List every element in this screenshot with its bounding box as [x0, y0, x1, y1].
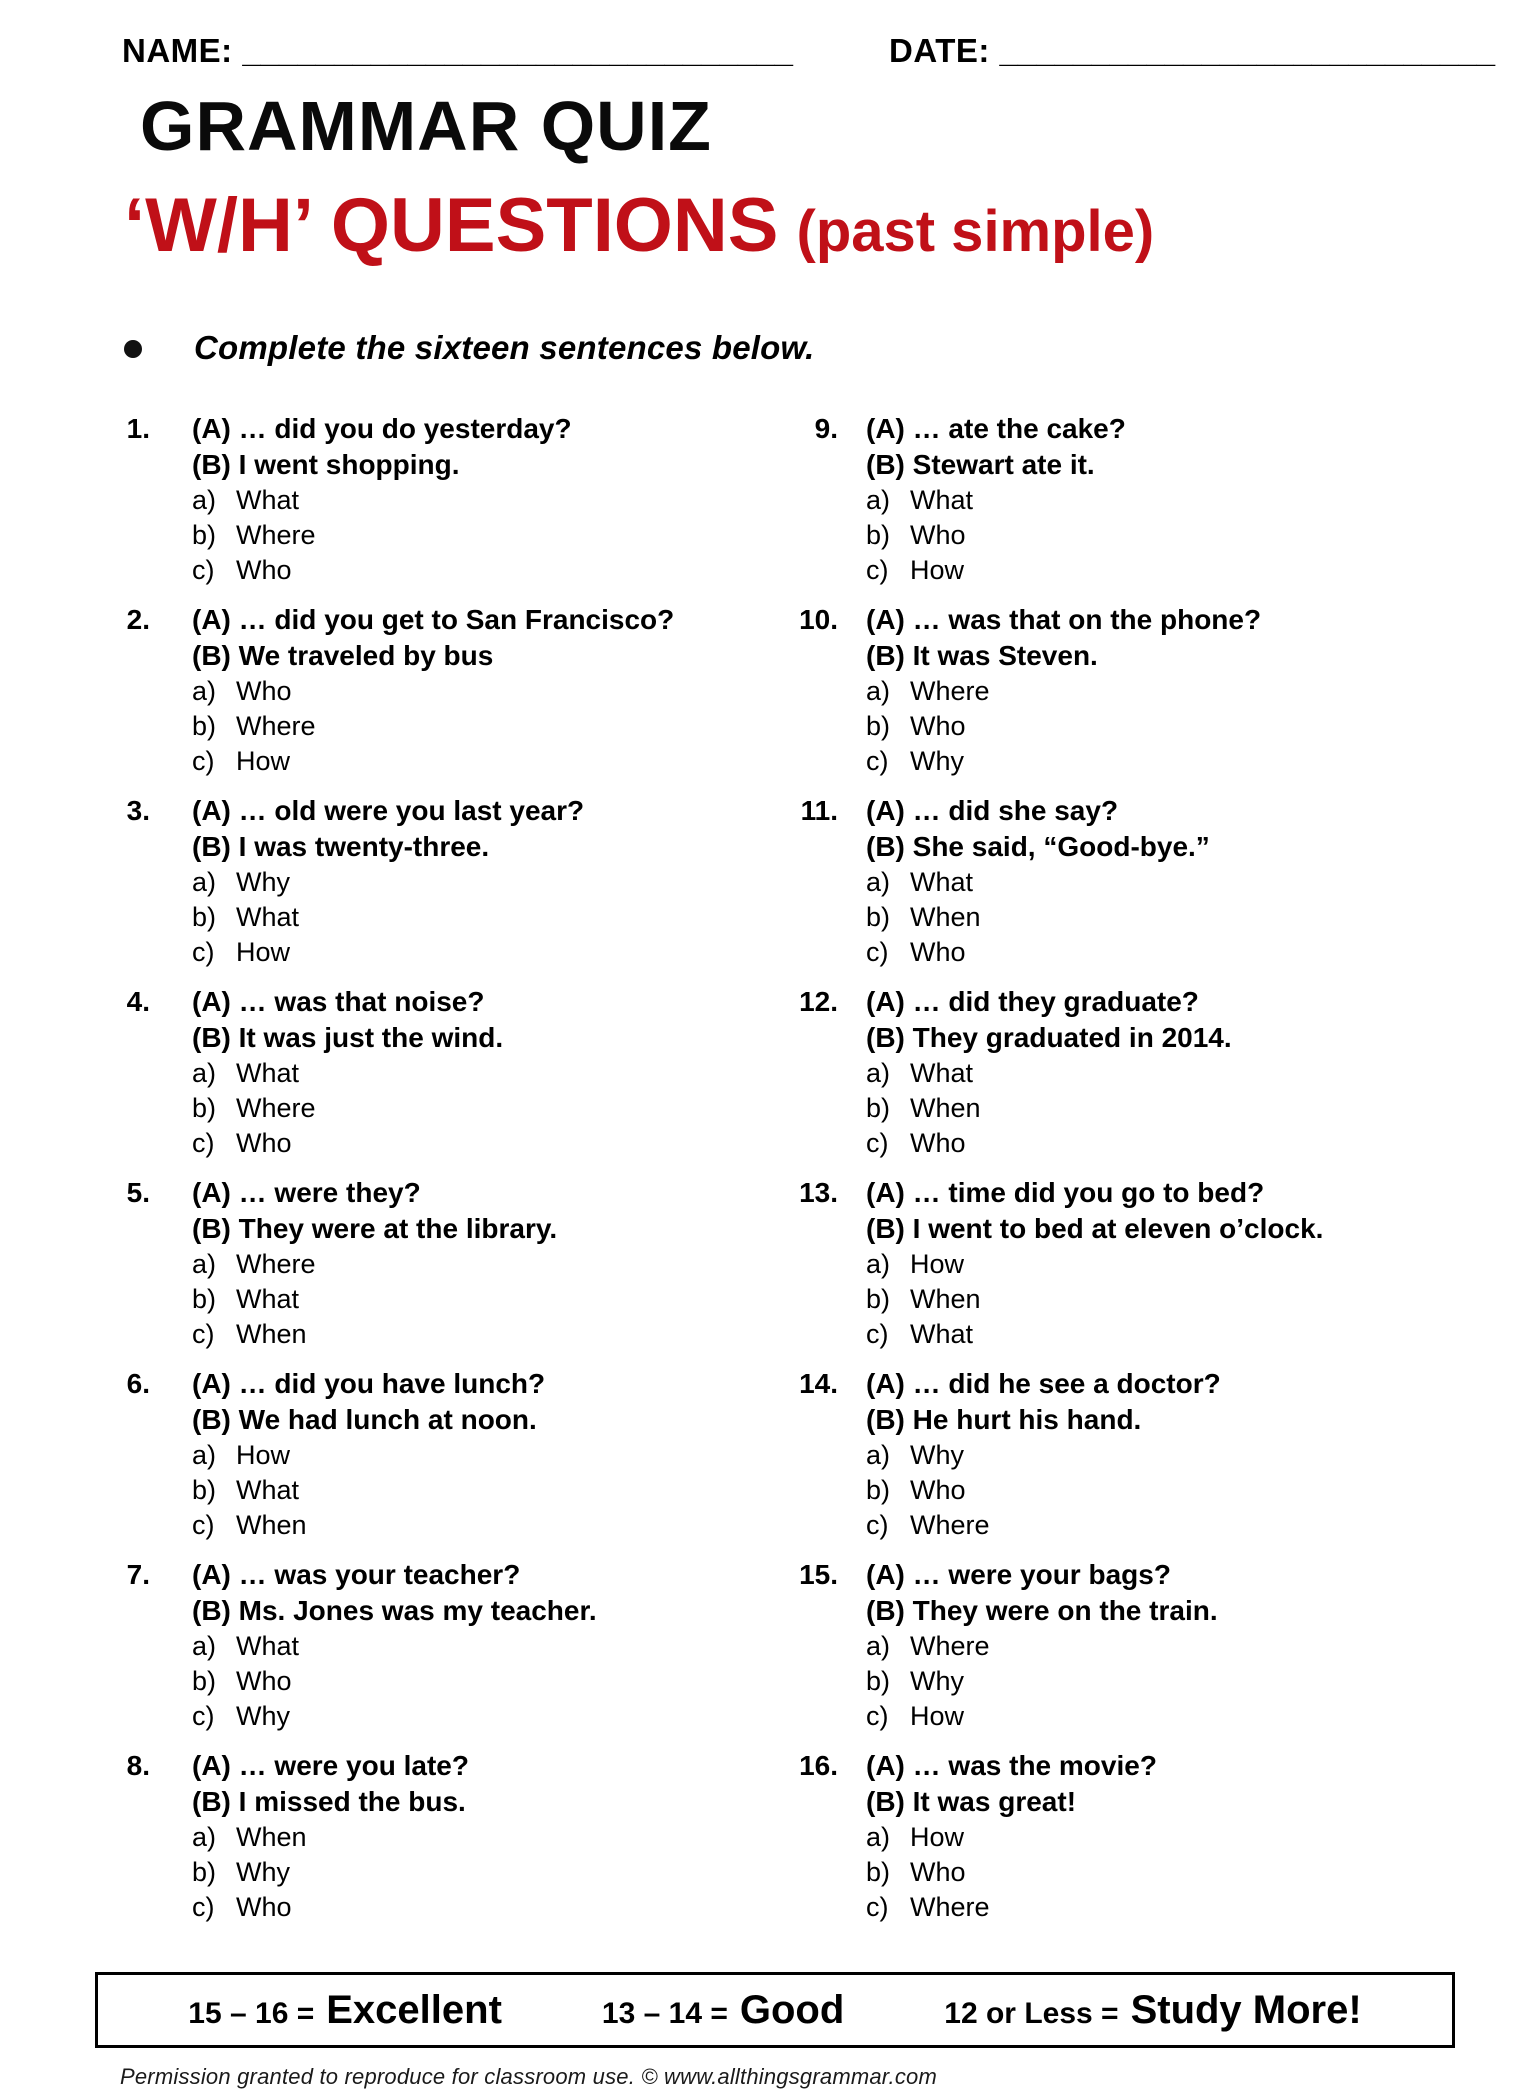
- question-answer-b: (B) I was twenty-three.: [192, 831, 490, 862]
- option-text: Who: [236, 1128, 292, 1158]
- question-body: [866, 1557, 1528, 1734]
- question-body: [192, 1175, 768, 1352]
- option-row: [192, 1890, 768, 1925]
- option-text: What: [236, 1631, 300, 1661]
- question-answer-b: (B) They graduated in 2014.: [866, 1022, 1232, 1053]
- option-row: [866, 1508, 1528, 1543]
- score-range: 15 – 16 =: [188, 1996, 315, 2030]
- option-row: [192, 709, 768, 744]
- option-text: Who: [236, 1666, 292, 1696]
- score-label: Excellent: [326, 1987, 502, 2032]
- page-subtitle: [124, 183, 1536, 287]
- option-text: What: [236, 1058, 300, 1088]
- option-row: [192, 1664, 768, 1699]
- option-key: a): [866, 1058, 891, 1088]
- question-answer-b: (B) She said, “Good-bye.”: [866, 831, 1210, 862]
- score-item: [188, 1988, 502, 2033]
- question-prompt-a: (A) … were you late?: [192, 1750, 469, 1781]
- option-text: Where: [910, 1510, 990, 1540]
- option-text: Who: [910, 711, 966, 741]
- option-row: [192, 935, 768, 970]
- question-prompt-a: (A) … did you have lunch?: [192, 1368, 546, 1399]
- option-text: How: [910, 1249, 965, 1279]
- question-prompt-a: (A) … was the movie?: [866, 1750, 1157, 1781]
- question-number: 5.: [126, 1177, 150, 1208]
- question-prompt-a: (A) … did you do yesterday?: [192, 413, 572, 444]
- option-row: [866, 1699, 1528, 1734]
- option-row: [866, 1664, 1528, 1699]
- option-key: b): [192, 1475, 217, 1505]
- option-key: a): [192, 1440, 217, 1470]
- option-text: Where: [236, 520, 316, 550]
- option-key: c): [866, 1701, 889, 1731]
- date-field: [889, 25, 1495, 77]
- option-row: [866, 518, 1528, 553]
- option-row: [192, 744, 768, 779]
- option-row: [866, 744, 1528, 779]
- option-key: a): [866, 1822, 891, 1852]
- question-answer-b: (B) Ms. Jones was my teacher.: [192, 1595, 597, 1626]
- option-row: [866, 483, 1528, 518]
- option-key: b): [192, 902, 217, 932]
- question-item: [88, 411, 768, 588]
- option-text: What: [910, 485, 974, 515]
- option-key: c): [866, 937, 889, 967]
- option-key: a): [866, 1249, 891, 1279]
- option-row: [866, 1247, 1528, 1282]
- option-row: [192, 1855, 768, 1890]
- question-body: [192, 1366, 768, 1543]
- question-answer-b: (B) We had lunch at noon.: [192, 1404, 537, 1435]
- option-key: a): [192, 1249, 217, 1279]
- question-body: [192, 1748, 768, 1925]
- option-row: [866, 1855, 1528, 1890]
- option-key: c): [866, 1128, 889, 1158]
- option-row: [866, 553, 1528, 588]
- option-key: c): [866, 1892, 889, 1922]
- option-row: [866, 1091, 1528, 1126]
- question-number: 13.: [799, 1177, 838, 1208]
- option-key: a): [192, 485, 217, 515]
- score-label: Good: [739, 1987, 845, 2032]
- option-text: When: [236, 1319, 307, 1349]
- option-text: What: [236, 1475, 300, 1505]
- score-item: [944, 1988, 1361, 2033]
- option-row: [866, 900, 1528, 935]
- question-answer-b: (B) He hurt his hand.: [866, 1404, 1142, 1435]
- name-blank: ______________________________: [242, 32, 793, 69]
- option-key: a): [866, 485, 891, 515]
- name-label: NAME:: [122, 32, 233, 69]
- option-text: Where: [236, 1093, 316, 1123]
- option-text: What: [236, 485, 300, 515]
- question-body: [866, 984, 1528, 1161]
- option-row: [866, 674, 1528, 709]
- option-text: Why: [236, 867, 290, 897]
- option-row: [192, 1438, 768, 1473]
- option-row: [192, 1282, 768, 1317]
- option-text: When: [910, 902, 981, 932]
- option-text: Where: [236, 1249, 316, 1279]
- question-item: [88, 1175, 768, 1352]
- option-key: b): [866, 902, 891, 932]
- question-answer-b: (B) It was Steven.: [866, 640, 1098, 671]
- question-answer-b: (B) It was just the wind.: [192, 1022, 504, 1053]
- subtitle-note: (past simple): [796, 199, 1155, 264]
- option-row: [192, 1473, 768, 1508]
- option-key: a): [192, 1058, 217, 1088]
- option-row: [192, 483, 768, 518]
- option-key: b): [192, 1857, 217, 1887]
- question-number: 1.: [126, 413, 150, 444]
- option-text: Where: [236, 711, 316, 741]
- question-body: [866, 411, 1528, 588]
- question-number: 7.: [126, 1559, 150, 1590]
- option-row: [192, 1820, 768, 1855]
- page-title: GRAMMAR QUIZ: [140, 87, 712, 165]
- option-key: c): [192, 1701, 215, 1731]
- option-key: c): [192, 1319, 215, 1349]
- option-key: b): [866, 1284, 891, 1314]
- option-key: b): [192, 1666, 217, 1696]
- option-key: c): [866, 555, 889, 585]
- score-box: [95, 1972, 1455, 2048]
- question-item: [768, 411, 1528, 588]
- date-label: DATE:: [889, 32, 990, 69]
- option-row: [192, 1091, 768, 1126]
- instruction: [124, 327, 1536, 369]
- option-text: Where: [910, 1892, 990, 1922]
- footer-note: Permission granted to reproduce for classroom use. © www.allthingsgrammar.com: [120, 2064, 937, 2089]
- option-row: [866, 1126, 1528, 1161]
- option-key: a): [866, 1440, 891, 1470]
- question-item: [88, 793, 768, 970]
- question-prompt-a: (A) … time did you go to bed?: [866, 1177, 1265, 1208]
- question-prompt-a: (A) … ate the cake?: [866, 413, 1126, 444]
- option-text: How: [236, 746, 291, 776]
- option-row: [192, 1247, 768, 1282]
- question-item: [88, 984, 768, 1161]
- option-row: [866, 1317, 1528, 1352]
- score-label: Study More!: [1130, 1987, 1362, 2032]
- question-prompt-a: (A) … did you get to San Francisco?: [192, 604, 675, 635]
- question-prompt-a: (A) … was your teacher?: [192, 1559, 521, 1590]
- option-key: c): [192, 1892, 215, 1922]
- question-body: [192, 602, 768, 779]
- question-number: 10.: [799, 604, 838, 635]
- option-key: b): [192, 1093, 217, 1123]
- option-row: [192, 553, 768, 588]
- option-text: When: [910, 1093, 981, 1123]
- option-text: When: [236, 1822, 307, 1852]
- option-text: How: [236, 937, 291, 967]
- option-text: How: [910, 1701, 965, 1731]
- question-item: [768, 1557, 1528, 1734]
- option-key: a): [192, 1631, 217, 1661]
- option-text: Where: [910, 676, 990, 706]
- option-row: [866, 1282, 1528, 1317]
- option-text: Who: [910, 1475, 966, 1505]
- option-text: How: [910, 555, 965, 585]
- option-key: a): [192, 1822, 217, 1852]
- option-text: Why: [910, 1440, 964, 1470]
- question-number: 4.: [126, 986, 150, 1017]
- option-key: b): [866, 1666, 891, 1696]
- question-prompt-a: (A) … did they graduate?: [866, 986, 1199, 1017]
- question-answer-b: (B) They were at the library.: [192, 1213, 558, 1244]
- option-row: [192, 1317, 768, 1352]
- option-text: What: [236, 1284, 300, 1314]
- question-item: [768, 984, 1528, 1161]
- option-key: c): [192, 746, 215, 776]
- instruction-text: Complete the sixteen sentences below.: [194, 329, 815, 366]
- option-text: How: [910, 1822, 965, 1852]
- option-row: [192, 1056, 768, 1091]
- option-text: What: [910, 867, 974, 897]
- option-row: [192, 900, 768, 935]
- option-row: [192, 1699, 768, 1734]
- score-item: [602, 1988, 844, 2033]
- option-key: c): [192, 555, 215, 585]
- option-row: [192, 1508, 768, 1543]
- option-key: c): [192, 937, 215, 967]
- question-prompt-a: (A) … was that on the phone?: [866, 604, 1262, 635]
- question-prompt-a: (A) … did she say?: [866, 795, 1119, 826]
- question-item: [768, 1748, 1528, 1925]
- question-body: [192, 1557, 768, 1734]
- option-text: Why: [910, 1666, 964, 1696]
- question-item: [88, 602, 768, 779]
- questions-column-left: [88, 411, 768, 1939]
- name-field: [122, 32, 793, 69]
- option-text: When: [236, 1510, 307, 1540]
- option-key: b): [192, 520, 217, 550]
- option-key: a): [192, 676, 217, 706]
- option-row: [866, 865, 1528, 900]
- question-answer-b: (B) I went to bed at eleven o’clock.: [866, 1213, 1324, 1244]
- question-prompt-a: (A) … were your bags?: [866, 1559, 1171, 1590]
- option-text: Who: [910, 1128, 966, 1158]
- option-row: [192, 1629, 768, 1664]
- option-row: [866, 1820, 1528, 1855]
- question-number: 15.: [799, 1559, 838, 1590]
- option-text: Who: [236, 555, 292, 585]
- option-row: [866, 1056, 1528, 1091]
- option-text: Who: [910, 1857, 966, 1887]
- option-text: How: [236, 1440, 291, 1470]
- date-blank: ___________________________: [999, 32, 1496, 69]
- option-row: [192, 518, 768, 553]
- question-answer-b: (B) They were on the train.: [866, 1595, 1218, 1626]
- question-prompt-a: (A) … did he see a doctor?: [866, 1368, 1221, 1399]
- question-body: [866, 1366, 1528, 1543]
- option-key: c): [866, 1319, 889, 1349]
- option-text: Who: [236, 676, 292, 706]
- option-text: Why: [236, 1857, 290, 1887]
- questions-grid: [0, 411, 1536, 1939]
- question-number: 14.: [799, 1368, 838, 1399]
- option-key: b): [866, 1857, 891, 1887]
- question-item: [88, 1557, 768, 1734]
- question-number: 3.: [126, 795, 150, 826]
- question-prompt-a: (A) … were they?: [192, 1177, 421, 1208]
- question-number: 9.: [814, 413, 838, 444]
- question-number: 16.: [799, 1750, 838, 1781]
- question-body: [866, 1748, 1528, 1925]
- question-body: [866, 602, 1528, 779]
- question-answer-b: (B) Stewart ate it.: [866, 449, 1095, 480]
- option-row: [192, 1126, 768, 1161]
- score-range: 13 – 14 =: [601, 1996, 728, 2030]
- question-prompt-a: (A) … old were you last year?: [192, 795, 585, 826]
- question-item: [88, 1366, 768, 1543]
- option-row: [866, 1629, 1528, 1664]
- option-text: Who: [910, 520, 966, 550]
- option-key: c): [866, 746, 889, 776]
- option-key: a): [866, 867, 891, 897]
- option-key: b): [192, 711, 217, 741]
- question-answer-b: (B) We traveled by bus: [192, 640, 494, 671]
- option-text: Where: [910, 1631, 990, 1661]
- question-item: [88, 1748, 768, 1925]
- subtitle-main: ‘W/H’ QUESTIONS: [124, 183, 779, 268]
- option-row: [192, 674, 768, 709]
- option-key: c): [192, 1128, 215, 1158]
- option-text: Who: [236, 1892, 292, 1922]
- question-item: [768, 1366, 1528, 1543]
- option-text: What: [236, 902, 300, 932]
- option-row: [866, 709, 1528, 744]
- option-row: [866, 1890, 1528, 1925]
- option-text: Why: [910, 746, 964, 776]
- question-answer-b: (B) I went shopping.: [192, 449, 460, 480]
- option-row: [866, 1438, 1528, 1473]
- question-body: [192, 411, 768, 588]
- question-item: [768, 602, 1528, 779]
- score-range: 12 or Less =: [944, 1996, 1119, 2030]
- option-key: c): [866, 1510, 889, 1540]
- question-number: 12.: [799, 986, 838, 1017]
- option-text: When: [910, 1284, 981, 1314]
- question-item: [768, 1175, 1528, 1352]
- question-number: 8.: [126, 1750, 150, 1781]
- option-text: Who: [910, 937, 966, 967]
- question-body: [192, 984, 768, 1161]
- option-key: b): [866, 1475, 891, 1505]
- option-key: a): [866, 676, 891, 706]
- question-answer-b: (B) I missed the bus.: [192, 1786, 466, 1817]
- option-row: [866, 935, 1528, 970]
- question-answer-b: (B) It was great!: [866, 1786, 1077, 1817]
- header-row: [122, 25, 1536, 77]
- worksheet-page: [0, 25, 1536, 2089]
- option-text: What: [910, 1319, 974, 1349]
- option-key: b): [192, 1284, 217, 1314]
- questions-column-right: [768, 411, 1528, 1939]
- bullet-icon: [124, 340, 142, 358]
- option-key: c): [192, 1510, 215, 1540]
- question-body: [866, 1175, 1528, 1352]
- option-row: [192, 865, 768, 900]
- option-text: Why: [236, 1701, 290, 1731]
- question-body: [866, 793, 1528, 970]
- option-key: b): [866, 711, 891, 741]
- question-number: 2.: [126, 604, 150, 635]
- question-body: [192, 793, 768, 970]
- option-key: b): [866, 1093, 891, 1123]
- question-prompt-a: (A) … was that noise?: [192, 986, 485, 1017]
- question-number: 11.: [800, 795, 838, 826]
- question-item: [768, 793, 1528, 970]
- question-number: 6.: [126, 1368, 150, 1399]
- option-row: [866, 1473, 1528, 1508]
- option-text: What: [910, 1058, 974, 1088]
- option-key: a): [866, 1631, 891, 1661]
- option-key: a): [192, 867, 217, 897]
- option-key: b): [866, 520, 891, 550]
